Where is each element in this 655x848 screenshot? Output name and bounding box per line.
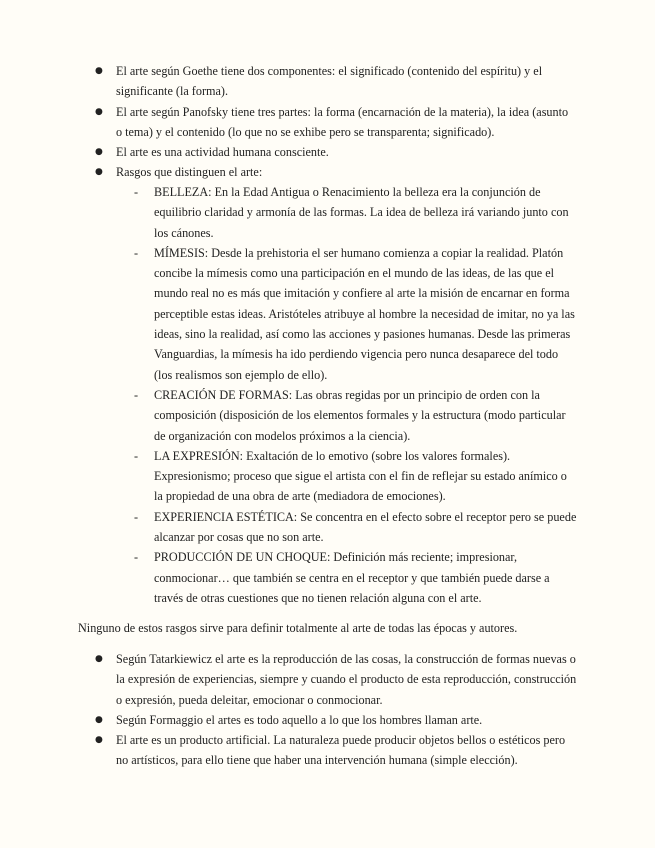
sublist-item-belleza <box>0 182 655 243</box>
list-item-text: Rasgos que distinguen el arte: <box>116 165 263 180</box>
sublist-item-text: MÍMESIS: Desde la prehistoria el ser humano comienza a copiar la realidad. Platón concibe la mímesis como una participación en el mundo de las ideas, de las que el mundo real no es más que imitación y confiere al arte la misión de encarnar en forma perceptible estas ideas. Aristóteles atribuye al hombre la necesidad de imitar, no ya las ideas, sino la realidad, así como las acciones y pasiones humanas. Desde las primeras Vanguardias, la mímesis ha ido perdiendo vigencia pero nunca desaparece del todo (los realismos son ejemplo de ello). <box>154 245 575 382</box>
sublist-item-text: EXPERIENCIA ESTÉTICA: Se concentra en el efecto sobre el receptor pero se puede alcanzar por cosas que no son arte. <box>154 509 577 545</box>
sublist-item-text: LA EXPRESIÓN: Exaltación de lo emotivo (sobre los valores formales). Expresionismo; proceso que sigue el artista con el fin de reflejar su estado anímico o la propiedad de una obra de arte (mediadora de emociones). <box>154 448 567 504</box>
bullet-icon: ● <box>95 735 103 746</box>
dash-icon: - <box>134 245 139 260</box>
summary-paragraph: Ninguno de estos rasgos sirve para definir totalmente al arte de todas las épocas y autores. <box>78 621 518 635</box>
bullet-icon: ● <box>95 106 103 117</box>
list-item <box>0 102 655 143</box>
list-item <box>0 730 655 771</box>
list-item <box>0 61 655 102</box>
bullet-icon: ● <box>95 167 103 178</box>
sublist-item-text: PRODUCCIÓN DE UN CHOQUE: Definición más reciente; impresionar, conmocionar… que también se centra en el receptor y que también puede darse a través de otras cuestiones que no tienen relación alguna con el arte. <box>154 550 550 605</box>
sublist-item-choque <box>0 547 655 608</box>
list-item <box>0 649 655 710</box>
rasgos-sublist <box>0 182 655 608</box>
bullet-icon: ● <box>95 714 103 725</box>
sublist-item-expresion <box>0 446 655 507</box>
sublist-item-text: BELLEZA: En la Edad Antigua o Renacimiento la belleza era la conjunción de equilibrio claridad y armonía de las formas. La idea de belleza irá variando junto con los cánones. <box>154 185 569 240</box>
sublist-item-experiencia <box>0 507 655 548</box>
list-item-text: Según Formaggio el artes es todo aquello a lo que los hombres llaman arte. <box>116 712 483 727</box>
dash-icon: - <box>134 509 139 524</box>
bullet-list-top <box>0 61 655 183</box>
list-item-text: Según Tatarkiewicz el arte es la reproducción de las cosas, la construcción de formas nuevas o la expresión de experiencias, siempre y cuando el producto de esta reproducción, construcción o expresión, pueda deleitar, emocionar o conmocionar. <box>116 652 577 707</box>
sublist-item-text: CREACIÓN DE FORMAS: Las obras regidas por un principio de orden con la composición (disposición de los elementos formales y la estructura (modo particular de organización con modelos próximos a la ciencia). <box>154 387 566 443</box>
bullet-icon: ● <box>95 66 103 76</box>
dash-icon: - <box>134 185 139 199</box>
list-item-text: El arte según Panofsky tiene tres partes: la forma (encarnación de la materia), la idea (asunto o tema) y el contenido (lo que no se exhibe pero se transparenta; significado). <box>116 104 569 139</box>
dash-icon: - <box>134 387 139 402</box>
dash-icon: - <box>134 550 139 565</box>
list-item <box>0 162 655 182</box>
list-item-text: El arte según Goethe tiene dos componentes: el significado (contenido del espíritu) y el significante (la forma). <box>116 64 543 99</box>
bullet-icon: ● <box>95 147 103 158</box>
list-item <box>0 710 655 730</box>
sublist-item-creacion <box>0 385 655 446</box>
bullet-list-bottom <box>0 649 655 771</box>
list-item <box>0 142 655 162</box>
sublist-item-mimesis <box>0 243 655 385</box>
list-item-text: El arte es una actividad humana consciente. <box>116 145 329 160</box>
list-item-text: El arte es un producto artificial. La naturaleza puede producir objetos bellos o estéticos pero no artísticos, para ello tiene que haber una intervención humana (simple elección). <box>116 733 566 768</box>
dash-icon: - <box>134 448 139 463</box>
bullet-icon: ● <box>95 654 103 664</box>
